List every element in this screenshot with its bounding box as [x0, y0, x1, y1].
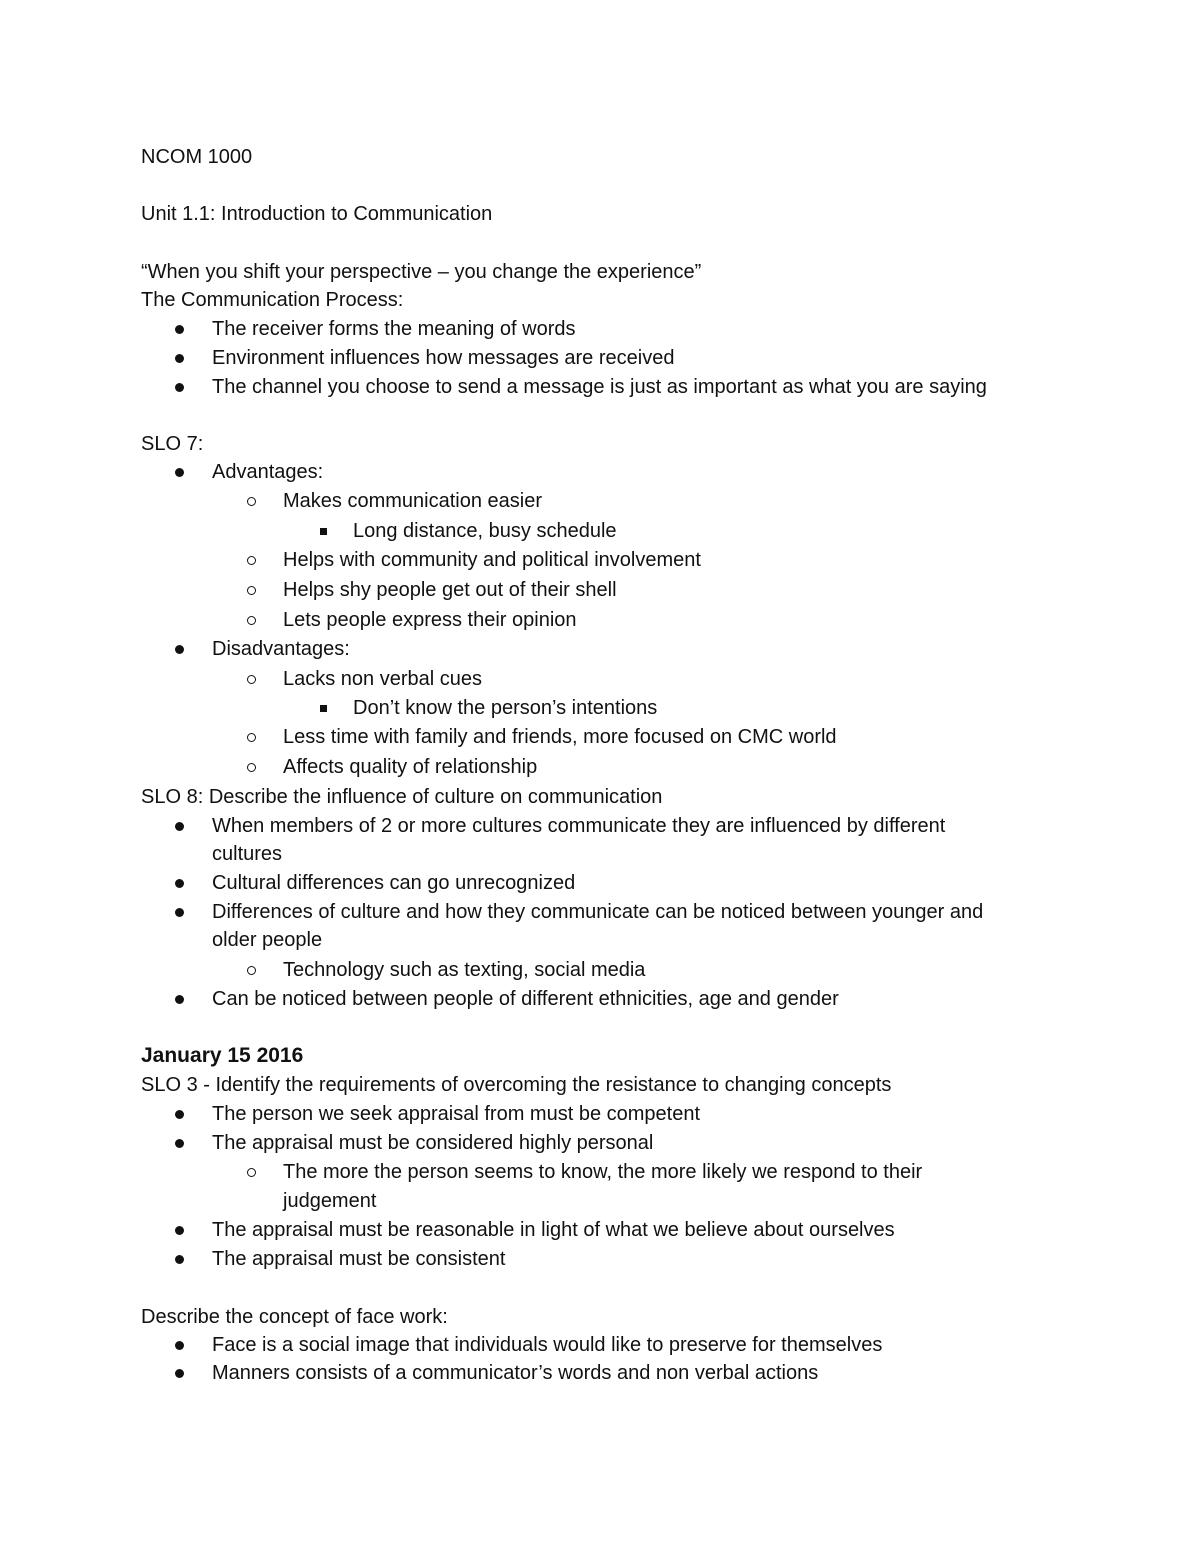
bullet-icon — [175, 879, 184, 888]
circle-bullet-icon — [247, 616, 256, 625]
circle-bullet-icon — [247, 497, 256, 506]
disadvantages-label: Disadvantages: — [212, 638, 350, 660]
disadvantage-item: Lacks non verbal cues — [283, 668, 483, 690]
slo8-item: When members of 2 or more cultures communicate they are influenced by different — [212, 815, 946, 837]
bullet-icon — [175, 383, 184, 392]
bullet-icon — [175, 1110, 184, 1119]
slo8-item: Can be noticed between people of different ethnicities, age and gender — [212, 988, 839, 1010]
bullet-icon — [175, 822, 184, 831]
slo3-subitem: The more the person seems to know, the more likely we respond to their — [283, 1161, 923, 1183]
bullet-icon — [175, 1255, 184, 1264]
facework-item: Manners consists of a communicator’s words and non verbal actions — [212, 1362, 819, 1384]
slo3-heading: SLO 3 - Identify the requirements of overcoming the resistance to changing concepts — [141, 1074, 892, 1096]
square-bullet-icon — [320, 528, 327, 535]
advantages-label: Advantages: — [212, 461, 324, 483]
bullet-icon — [175, 468, 184, 477]
circle-bullet-icon — [247, 733, 256, 742]
process-item: The channel you choose to send a message is just as important as what you are saying — [212, 376, 987, 398]
process-item: Environment influences how messages are received — [212, 347, 675, 369]
circle-bullet-icon — [247, 1168, 256, 1177]
quote: “When you shift your perspective – you change the experience” — [141, 261, 702, 283]
facework-heading: Describe the concept of face work: — [141, 1306, 448, 1328]
bullet-icon — [175, 1369, 184, 1378]
circle-bullet-icon — [247, 763, 256, 772]
disadvantage-item: Less time with family and friends, more focused on CMC world — [283, 726, 837, 748]
facework-item: Face is a social image that individuals would like to preserve for themselves — [212, 1334, 883, 1356]
slo3-item: The appraisal must be considered highly personal — [212, 1132, 654, 1154]
slo3-item: The appraisal must be reasonable in light of what we believe about ourselves — [212, 1219, 895, 1241]
bullet-icon — [175, 354, 184, 363]
slo3-item: The person we seek appraisal from must be competent — [212, 1103, 701, 1125]
disadvantage-subitem: Don’t know the person’s intentions — [353, 697, 658, 719]
bullet-icon — [175, 908, 184, 917]
slo8-item: Differences of culture and how they communicate can be noticed between younger and — [212, 901, 984, 923]
bullet-icon — [175, 645, 184, 654]
circle-bullet-icon — [247, 556, 256, 565]
disadvantage-item: Affects quality of relationship — [283, 756, 538, 778]
slo3-subitem-continued: judgement — [283, 1190, 377, 1212]
process-heading: The Communication Process: — [141, 289, 404, 311]
circle-bullet-icon — [247, 675, 256, 684]
unit-title: Unit 1.1: Introduction to Communication — [141, 203, 493, 225]
bullet-icon — [175, 1226, 184, 1235]
bullet-icon — [175, 1139, 184, 1148]
advantage-item: Helps shy people get out of their shell — [283, 579, 617, 601]
course-title: NCOM 1000 — [141, 146, 253, 168]
circle-bullet-icon — [247, 586, 256, 595]
slo3-item: The appraisal must be consistent — [212, 1248, 506, 1270]
advantage-subitem: Long distance, busy schedule — [353, 520, 617, 542]
slo8-item-continued: cultures — [212, 843, 283, 865]
circle-bullet-icon — [247, 966, 256, 975]
date-heading: January 15 2016 — [141, 1044, 304, 1067]
advantage-item: Makes communication easier — [283, 490, 542, 512]
advantage-item: Helps with community and political involvement — [283, 549, 701, 571]
slo8-item-continued: older people — [212, 929, 323, 951]
slo8-subitem: Technology such as texting, social media — [283, 959, 646, 981]
slo7-heading: SLO 7: — [141, 433, 204, 455]
bullet-icon — [175, 325, 184, 334]
advantage-item: Lets people express their opinion — [283, 609, 577, 631]
slo8-item: Cultural differences can go unrecognized — [212, 872, 576, 894]
slo8-heading: SLO 8: Describe the influence of culture on communication — [141, 786, 663, 808]
bullet-icon — [175, 995, 184, 1004]
square-bullet-icon — [320, 705, 327, 712]
process-item: The receiver forms the meaning of words — [212, 318, 576, 340]
bullet-icon — [175, 1341, 184, 1350]
